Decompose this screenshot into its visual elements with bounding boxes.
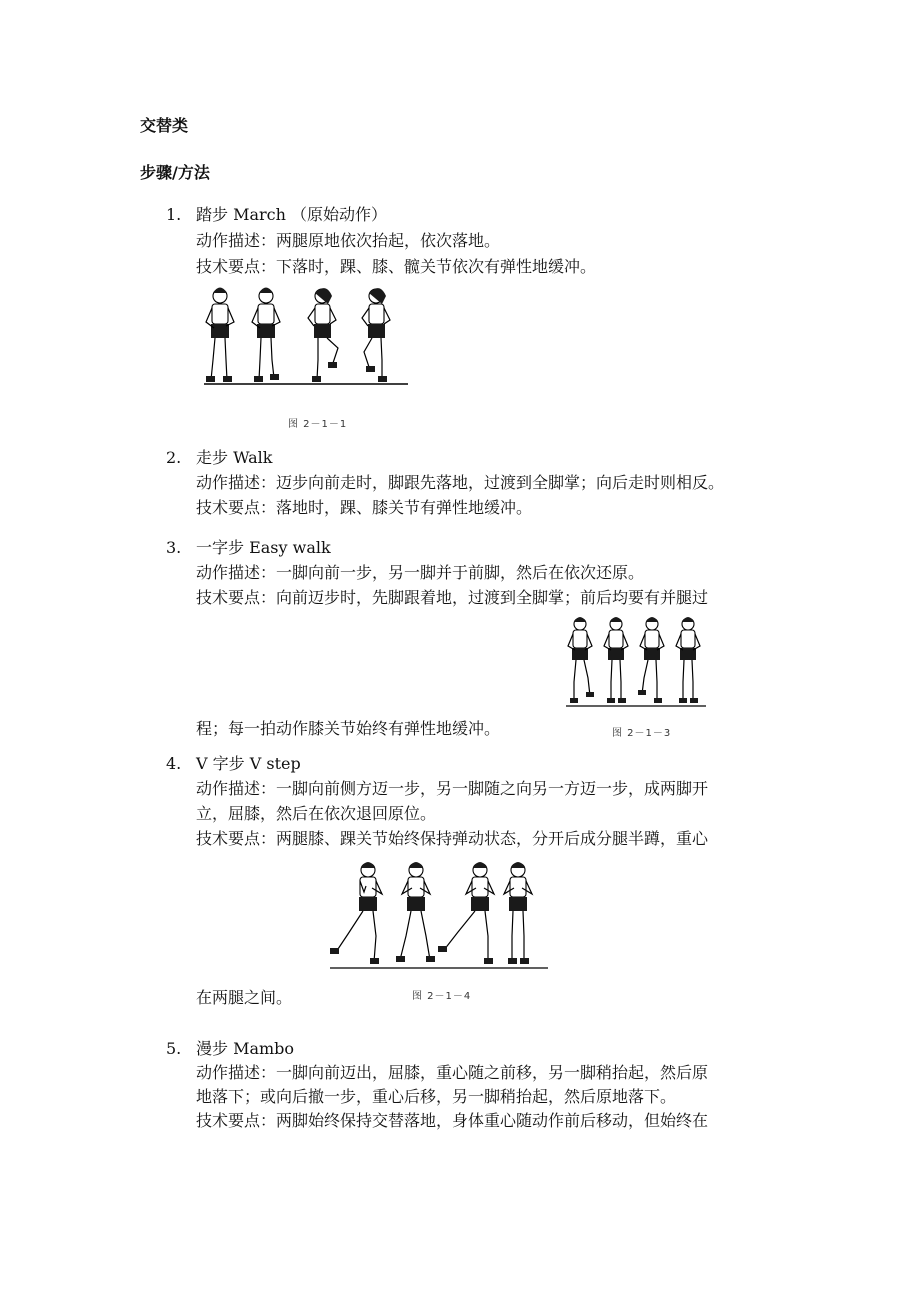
item-number: 2. bbox=[166, 448, 182, 467]
section-title: 交替类 bbox=[140, 116, 189, 135]
item-description: 动作描述：迈步向前走时，脚跟先落地，过渡到全脚掌；向后走时则相反。 bbox=[196, 473, 725, 492]
item-description-continued: 地落下；或向后撤一步，重心后移，另一脚稍抬起，然后原地落下。 bbox=[196, 1087, 677, 1106]
item-technique: 技术要点：下落时，踝、膝、髋关节依次有弹性地缓冲。 bbox=[196, 257, 597, 276]
item-number: 3. bbox=[166, 538, 182, 557]
item-technique-continued: 在两腿之间。 bbox=[196, 988, 293, 1007]
item-number: 4. bbox=[166, 754, 182, 773]
item-name: 走步 Walk bbox=[196, 448, 273, 467]
item-technique: 技术要点：落地时，踝、膝关节有弹性地缓冲。 bbox=[196, 498, 533, 517]
item-technique: 技术要点：两腿膝、踝关节始终保持弹动状态，分开后成分腿半蹲，重心 bbox=[196, 829, 709, 848]
item-description: 动作描述：两腿原地依次抬起，依次落地。 bbox=[196, 231, 501, 250]
item-description: 动作描述：一脚向前迈出，屈膝，重心随之前移，另一脚稍抬起，然后原 bbox=[196, 1063, 709, 1082]
march-figure bbox=[196, 282, 416, 390]
item-name: 踏步 March （原始动作） bbox=[196, 205, 388, 224]
item-number: 1. bbox=[166, 205, 182, 224]
figure-caption: 图 2－1－3 bbox=[612, 728, 672, 739]
item-name: 一字步 Easy walk bbox=[196, 538, 331, 557]
item-technique: 技术要点：向前迈步时，先脚跟着地，过渡到全脚掌；前后均要有并腿过 bbox=[196, 588, 709, 607]
figure-caption: 图 2－1－4 bbox=[412, 991, 472, 1002]
item-description: 动作描述：一脚向前侧方迈一步，另一脚随之向另一方迈一步，成两脚开 bbox=[196, 779, 709, 798]
figure-caption: 图 2－1－1 bbox=[288, 419, 348, 430]
item-technique: 技术要点：两脚始终保持交替落地，身体重心随动作前后移动，但始终在 bbox=[196, 1111, 709, 1130]
subsection-title: 步骤/方法 bbox=[140, 163, 210, 182]
item-name: V 字步 V step bbox=[196, 754, 301, 773]
item-description: 动作描述：一脚向前一步，另一脚并于前脚，然后在依次还原。 bbox=[196, 563, 645, 582]
easy-walk-figure bbox=[562, 612, 710, 710]
v-step-figure bbox=[326, 856, 552, 976]
item-technique-continued: 程；每一拍动作膝关节始终有弹性地缓冲。 bbox=[196, 719, 501, 738]
item-name: 漫步 Mambo bbox=[196, 1039, 295, 1058]
item-description-continued: 立，屈膝，然后在依次退回原位。 bbox=[196, 804, 437, 823]
item-number: 5. bbox=[166, 1039, 182, 1058]
